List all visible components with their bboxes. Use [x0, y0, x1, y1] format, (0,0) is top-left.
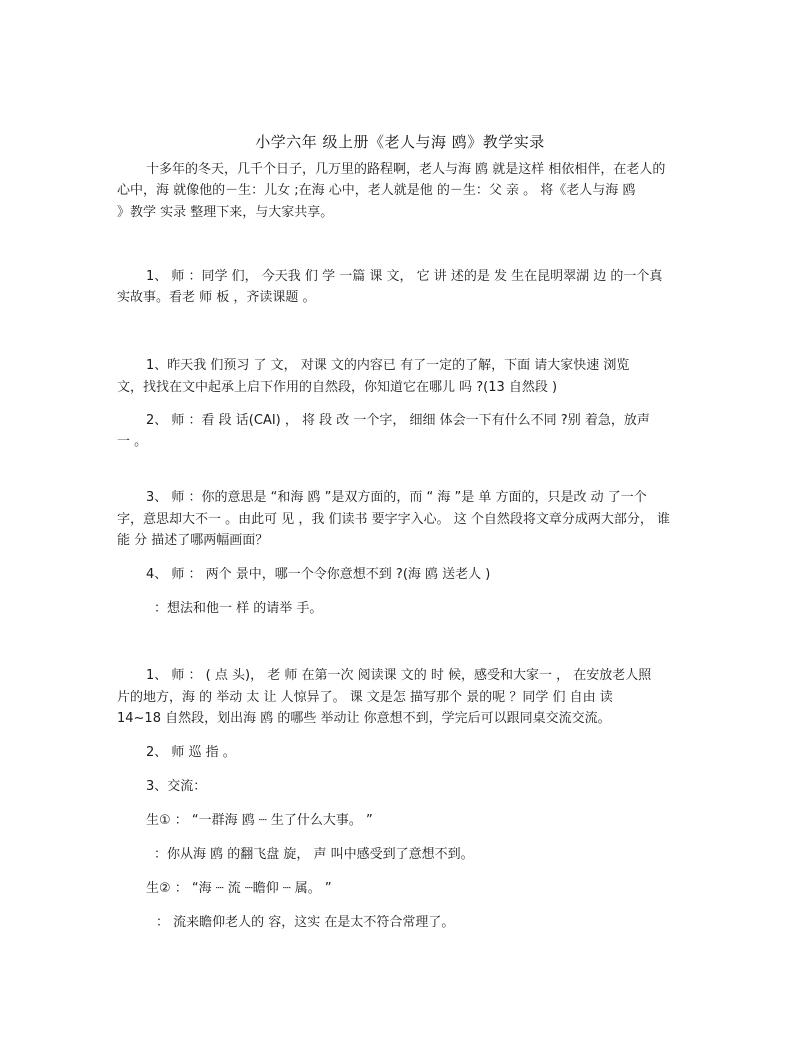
- document-title: 小学六年 级上册《老人与海 鸥》教学实录: [255, 133, 545, 151]
- section-c-line-2: 一 。: [117, 434, 148, 449]
- section-g-line-3: 14~18 自然段，划出海 鸥 的哪些 举动让 你意想不到，学完后可以跟同桌交流交流。: [117, 711, 611, 726]
- section-g-line-1: 1、 师 ： ( 点 头)， 老 师 在第一次 阅读课 文的 时 候，感受和大家一 ， 在安放老人照: [146, 668, 652, 683]
- section-a-line-2: 实故事。看老 师 板 ，齐读课题 。: [117, 290, 316, 305]
- section-d-line-2: 字，意思却大不一 。由此可 见 ，我 们读书 要字字入心。 这 个自然段将文章分成两大部分， 谁: [117, 512, 671, 527]
- section-a-line-1: 1、 师 ：同学 们， 今天我 们 学 一篇 课 文， 它 讲 述的是 发 生在昆明翠湖 边 的一个真: [146, 269, 663, 284]
- intro-line-2: 心中，海 就像他的－生：儿女 ;在海 心中，老人就是他 的－生：父 亲 。 将《老人与海 鸥: [117, 183, 636, 198]
- section-d-line-1: 3、 师 ：你的意思是 “和海 鸥 ”是双方面的，而 “ 海 ”是 单 方面的，只是改 动 了一个: [146, 490, 647, 505]
- section-l-line-1: 生② ： “海 ┈ 流 ┈瞻仰 ┈ 属。 ”: [146, 881, 332, 896]
- section-j-line-1: 生① ： “一群海 鸥 ┈ 生了什么大事。 ”: [146, 813, 373, 828]
- section-m-line-1: ： 流来瞻仰老人的 容，这实 在是太不符合常理了。: [156, 915, 455, 930]
- section-d-line-3: 能 分 描述了哪两幅画面？: [117, 533, 269, 548]
- section-i-line-1: 3、交流：: [146, 779, 207, 794]
- section-b-line-2: 文，找找在文中起承上启下作用的自然段，你知道它在哪儿 吗 ?(13 自然段 ): [117, 380, 558, 395]
- intro-line-3: 》教学 实录 整理下来，与大家共享。: [117, 205, 334, 220]
- intro-line-1: 十多年的冬天，几千个日子，几万里的路程啊，老人与海 鸥 就是这样 相依相伴，在老人的: [146, 162, 666, 177]
- section-f-line-1: ：想法和他一 样 的请举 手。: [154, 601, 323, 616]
- section-e-line-1: 4、 师 ： 两个 景中，哪一个令你意想不到 ?(海 鸥 送老人 ): [146, 567, 491, 582]
- section-h-line-1: 2、 师 巡 指 。: [146, 745, 236, 760]
- section-g-line-2: 片的地方，海 的 举动 太 让 人惊异了。 课 文是怎 描写那个 景的呢 ？同学 们 自由 读: [117, 690, 613, 705]
- section-b-line-1: 1、昨天我 们预习 了 文， 对课 文的内容已 有了一定的了解，下面 请大家快速 浏览: [146, 358, 630, 373]
- section-k-line-1: ：你从海 鸥 的翻飞盘 旋， 声 叫中感受到了意想不到。: [154, 847, 474, 862]
- section-c-line-1: 2、 师 ：看 段 话(CAI) ， 将 段 改 一个字， 细细 体会一下有什么不同 ?别 着急，放声: [146, 413, 650, 428]
